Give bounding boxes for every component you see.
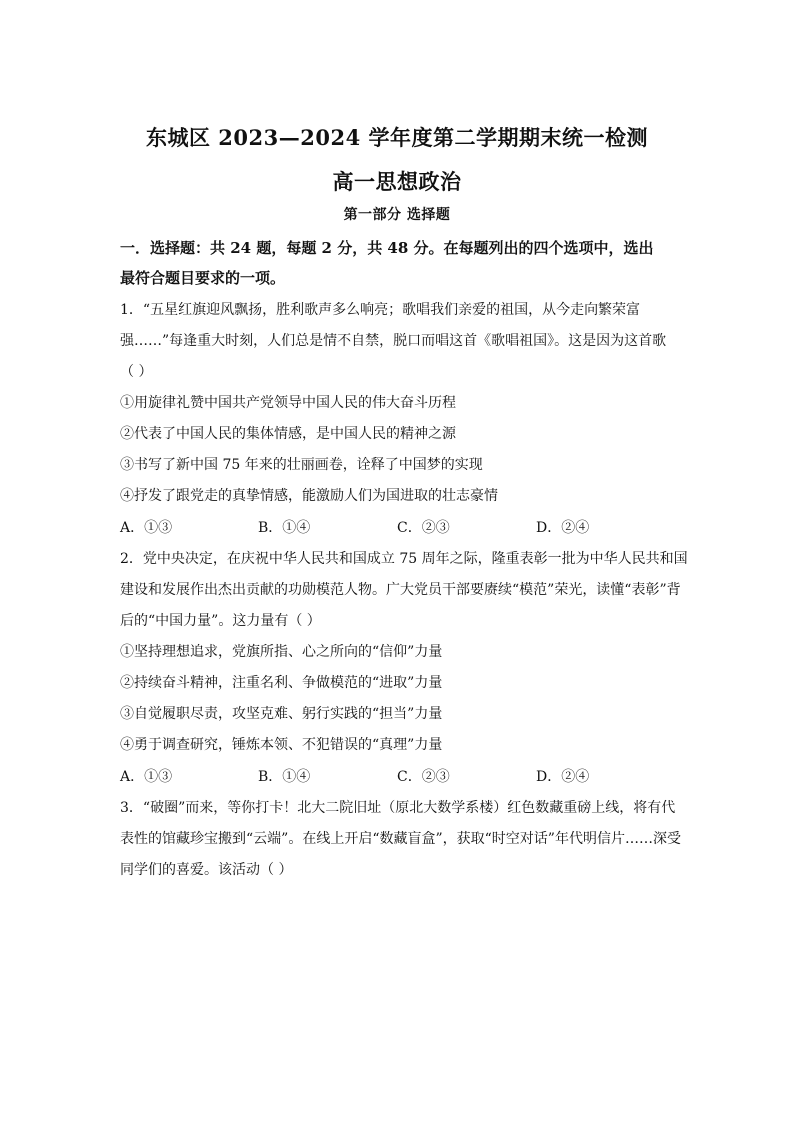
part-heading: 第一部分 选择题: [343, 207, 451, 223]
q1-option-b[interactable]: B．①④: [258, 520, 311, 536]
q1-stem-line-2: 强……”每逢重大时刻，人们总是情不自禁，脱口而唱这首《歌唱祖国》。这是因为这首歌: [120, 333, 667, 349]
q2-stem-line-2: 建设和发展作出杰出贡献的功勋模范人物。广大党员干部要赓续“模范”荣光，读懂“表彰”背: [120, 582, 681, 598]
q1-item-2: ②代表了中国人民的集体情感，是中国人民的精神之源: [120, 426, 456, 442]
q2-item-4: ④勇于调查研究，锤炼本领、不犯错误的“真理”力量: [120, 737, 443, 753]
q1-item-1: ①用旋律礼赞中国共产党领导中国人民的伟大奋斗历程: [120, 395, 456, 411]
q1-option-a[interactable]: A．①③: [120, 520, 173, 536]
q2-option-a[interactable]: A．①③: [120, 769, 173, 785]
q2-option-c[interactable]: C．②③: [397, 769, 450, 785]
q3-stem-line-3: 同学们的喜爱。该活动（ ）: [120, 862, 293, 878]
q1-option-d[interactable]: D．②④: [536, 520, 590, 536]
q2-option-b[interactable]: B．①④: [258, 769, 311, 785]
section-instruction-line-1: 一．选择题：共 24 题，每题 2 分，共 48 分。在每题列出的四个选项中，选出: [120, 239, 654, 257]
q1-item-4: ④抒发了跟党走的真挚情感，能激励人们为国进取的壮志豪情: [120, 488, 498, 504]
q1-item-3: ③书写了新中国 75 年来的壮丽画卷，诠释了中国梦的实现: [120, 457, 483, 473]
q2-stem-line-3: 后的“中国力量”。这力量有（ ）: [120, 613, 321, 629]
q3-stem-line-1: 3．“破圈”而来，等你打卡！北大二院旧址（原北大数学系楼）红色数藏重磅上线，将有代: [120, 800, 676, 816]
q1-stem-line-1: 1．“五星红旗迎风飘扬，胜利歌声多么响亮；歌唱我们亲爱的祖国，从今走向繁荣富: [120, 302, 641, 318]
q1-option-c[interactable]: C．②③: [397, 520, 450, 536]
q2-item-1: ①坚持理想追求，党旗所指、心之所向的“信仰”力量: [120, 644, 443, 660]
q1-stem-line-3: （ ）: [120, 364, 153, 380]
section-instruction-line-2: 最符合题目要求的一项。: [120, 269, 286, 287]
q3-stem-line-2: 表性的馆藏珍宝搬到“云端”。在线上开启“数藏盲盒”，获取“时空对话”年代明信片……深受: [120, 831, 681, 847]
q2-item-2: ②持续奋斗精神，注重名利、争做模范的“进取”力量: [120, 675, 443, 691]
q2-item-3: ③自觉履职尽责，攻坚克难、躬行实践的“担当”力量: [120, 706, 443, 722]
subject-title: 高一思想政治: [332, 169, 462, 194]
exam-title: 东城区 2023—2024 学年度第二学期期末统一检测: [145, 125, 648, 150]
q2-stem-line-1: 2．党中央决定，在庆祝中华人民共和国成立 75 周年之际，隆重表彰一批为中华人民共和国: [120, 551, 688, 567]
q2-option-d[interactable]: D．②④: [536, 769, 590, 785]
